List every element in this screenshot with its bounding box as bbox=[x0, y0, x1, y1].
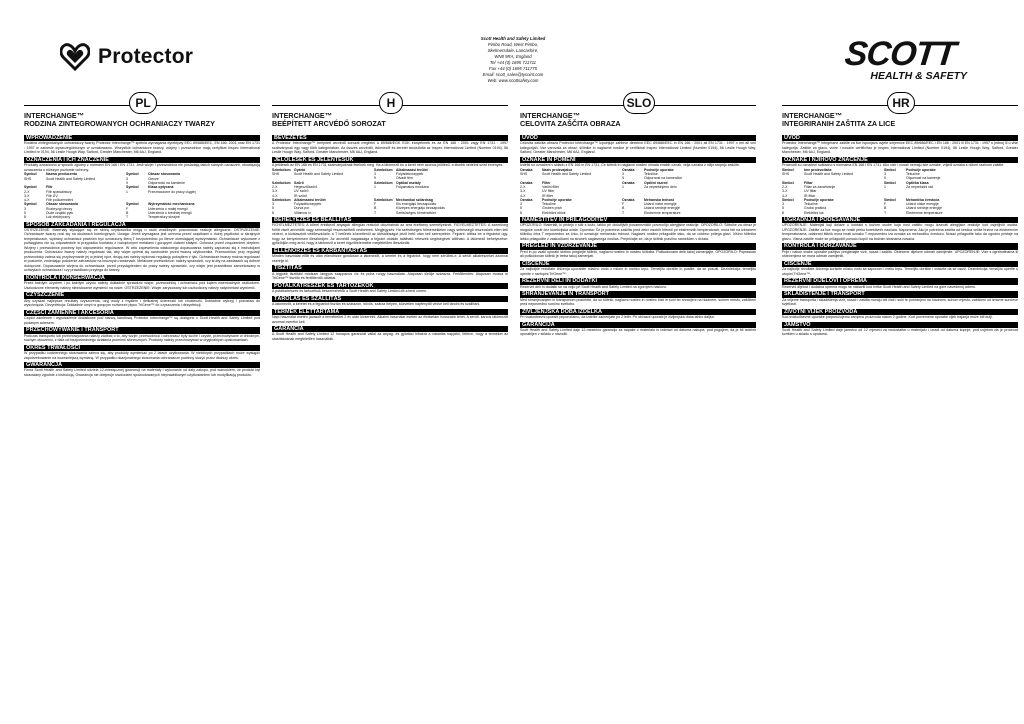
table-cell: Szimbólum bbox=[272, 180, 291, 185]
language-badge: SLO bbox=[623, 92, 655, 114]
table-cell: Uderzenia o małej energii bbox=[148, 206, 188, 211]
table-cell: Oznaka bbox=[520, 167, 533, 172]
table-cell: Scott Health and Safety Limited bbox=[804, 172, 854, 177]
section-heading: GWARANCJA bbox=[24, 362, 260, 368]
table-cell: Ime proizvođača bbox=[804, 167, 832, 172]
table-cell: T bbox=[622, 210, 625, 215]
section-text: Scott Health and Safety Limited daje jamstvo od 12 mjeseci za nedostatke u materijalu i izradi od datuma kupnje, pod uvjetom da je proizvod korišten u skladu s uputama. bbox=[782, 327, 1018, 337]
table-cell: Filtar za zavarivanje bbox=[804, 185, 836, 189]
language-badge: PL bbox=[129, 92, 157, 114]
table-cell: 9 bbox=[884, 176, 886, 181]
table-cell: Oznaka bbox=[622, 180, 635, 185]
table-cell: Za neprekinjeno delo bbox=[644, 185, 677, 189]
table-cell: Przeznaczone do pracy ciągłej bbox=[148, 189, 196, 194]
table-cell: 9 bbox=[374, 176, 376, 181]
table-cell: 2-X bbox=[520, 185, 526, 189]
section-heading: ČIŠĆENJE bbox=[782, 261, 1018, 267]
table-cell: 8 bbox=[520, 210, 522, 215]
section-heading: CZYSZCZENIE bbox=[24, 292, 260, 298]
table-cell: Optikai osztály bbox=[396, 180, 421, 185]
table-cell: B bbox=[126, 210, 129, 215]
table-cell: Obszar stosowania bbox=[148, 172, 180, 177]
scott-brand-text: SCOTT bbox=[843, 35, 958, 73]
section-text: Proizvodi su označeni sukladno s normama EN 166 i EN 1731. Ako vizir i nosač nemaju iste oznake, vrijedi oznaka s nižom razinom zaštite. bbox=[782, 163, 1005, 168]
table-cell: Scott Health and Safety Limited bbox=[46, 176, 96, 181]
section-text: Minden használat előtt és után ellenőrizze gondosan a látómezőt, a keretet és a fejpántot, hogy nem sérültek-e. A sérült alkatrészeket azonnal cserélje ki. bbox=[272, 254, 508, 263]
table-cell: 4-X bbox=[782, 193, 788, 198]
address-line: Pimbo Road, West Pimbo, bbox=[487, 42, 539, 47]
title-line-2: BEÉPÍTETT ARCVÉDŐ SOROZAT bbox=[272, 119, 386, 129]
table-cell: 1 bbox=[884, 185, 886, 189]
language-badge: H bbox=[379, 92, 403, 114]
column-body bbox=[24, 133, 260, 718]
table-cell: Područje uporabe bbox=[804, 197, 834, 202]
table-cell: Villamos ív bbox=[294, 210, 311, 215]
table-cell: Szűrő bbox=[294, 180, 304, 185]
table-cell: Oznaka bbox=[622, 197, 635, 202]
scott-logo bbox=[843, 35, 967, 84]
address-line: WN8 9RA, England bbox=[494, 54, 532, 59]
table-cell: Varilni filter bbox=[542, 185, 560, 189]
section-heading: TISZTÍTÁS bbox=[272, 265, 508, 271]
table-cell: Za neprekidni rad bbox=[906, 185, 934, 189]
address-line: Web: www.scottsafety.com bbox=[487, 78, 539, 83]
section-text: Rodzina zintegrowanych ochraniaczy twarzy Protector Interchange™ spełnia wymagania dyrektywy EEC 89/686/EEC, EN 166: 2001 oraz EN 1731 : 1997 w zakresie wyszczególnionym w oznakowaniu. Wszystkie ochraniacze twarzy, wizjery i przewodnice mają certyfikat Inspec International Limited nr 0194, 56 Leslie Hough Way, Salford, Greater Manchester, M6 6AJ, England. bbox=[24, 141, 260, 155]
table-cell: Filtr podczerwieni bbox=[46, 198, 74, 203]
title-line-2: CELOVITA ZAŠČITA OBRAZA bbox=[520, 119, 621, 129]
table-cell: 3 bbox=[24, 206, 26, 211]
address-company: Scott Health and Safety Limited bbox=[480, 36, 546, 41]
table-cell: 3 bbox=[272, 202, 274, 207]
language-column bbox=[520, 92, 756, 722]
section-heading: SHRANJEVANJE IN TRANSPORT bbox=[520, 291, 756, 297]
section-text: A Protector Interchange™ beépített arcvédő sorozat megfelel a 89/686/EGK EGK irányelvnek és az EN 166 : 2001 vagy EN 1731 : 1997 szabványnak egy vagy több kategóriában. Az összes arcvédőt, látómezőt és keretet tanúsította az Inspec International Limited (Number 0194), 56 Leslie Hough Way, Salford, Greater Manchester, M6 6AJ, England. bbox=[272, 141, 508, 155]
table-cell: Łuk elektryczny bbox=[46, 215, 71, 220]
column-title bbox=[782, 112, 1018, 128]
section-heading: PRZECHOWYWANIE I TRANSPORT bbox=[24, 327, 260, 333]
table-cell: F bbox=[622, 202, 625, 207]
table-cell: Filtr bbox=[46, 185, 53, 190]
address-line: Skelmersdale, Lancashire, bbox=[487, 48, 539, 53]
table-cell: 3-X bbox=[520, 189, 526, 194]
section-text: Napi használat esetén javasolt a termékeket 2 év után kicserélni. Alkalmi használat esetén az élettartam hosszabb lehet. A sérült, karcos látómezőt azonnal cserélni kell. bbox=[272, 315, 508, 324]
section-heading: NAMESTITEV IN PRILAGODITEV bbox=[520, 217, 756, 223]
table-cell: Mehanska trdnost bbox=[644, 197, 674, 202]
marking-table bbox=[272, 168, 508, 215]
section-text: OPOZORILO: Materiali, ki pridejo v stik s kožo, lahko pri občutljivih posameznikih povzročijo alergijske reakcije. OPOZORILO: Ščitnike za obraz je mogoče nositi čez korekcijska očala. Opomba: Če je potrebna zaščita pred delci visokih hitrosti pri ekstremnih temperaturah, mora biti na izbranem ščitniku črka T neposredno za črko, ki označuje mehansko trdnost. Naglavni nosilec prilagodite tako, da se udobno prilega glavi. Višino ščitnika lahko prilagodite z zaskočkami na straneh naglavnega nosilca. Prepričajte se, da je ščitnik pravilno nameščen v držala. bbox=[520, 223, 756, 241]
section-heading: JELÖLÉSEK ÉS JELENTÉSÜK bbox=[272, 157, 508, 163]
table-cell: SHS bbox=[272, 172, 280, 177]
section-text: A jelölések az EN 166 és EN 1731 szabványoknak felelnek meg. Ha a látómező és a keret nem azonos jelölésű, a kisebb védelmi szint érvényes. bbox=[272, 163, 504, 168]
section-heading: UVOD bbox=[782, 135, 1018, 141]
table-cell: 2-X bbox=[24, 189, 30, 194]
section-text: Protector Interchange™ integrirane zaštite za lice ispunjava uvjete smjernice EEC 89/686/EEC i EN 166 : 2001 ili EN 1731 : 1997 u jednoj ili u više kategorija. Zaštite za glavu, vizire i nosače certificirao je Inspec International Limited (Number 0194), 56 Leslie Hough Way, Salford, Greater Manchester, M6 6AJ, England. bbox=[782, 141, 1018, 155]
section-heading: UVOD bbox=[520, 135, 756, 141]
section-text: A legjobb tisztítási módszer langyos szappanos víz és puha rongy használata. Alaposan törölje szárazra. Fertőtlenítés: Alaposan mossa le TriGene™ tisztító és fertőtlenítő oldattal. bbox=[272, 271, 508, 281]
table-cell: Szélsőséges hőmérséklet bbox=[396, 210, 436, 215]
table-cell: Simbol bbox=[782, 197, 794, 202]
section-text: Aby uzyskać najlepsze rezultaty czyszczenia, użyj wody z mydłem i delikatnej ściereczki lub chusteczki. Dokładnie wytrzyj i pozostaw do wyschnięcia. Dezynfekcja: Dokładnie umyć w gorącym roztworze płynu TriGene™ do czyszczenia i dezynfekcji. bbox=[24, 298, 260, 308]
table-cell: F bbox=[884, 202, 887, 207]
table-cell: T bbox=[884, 210, 887, 215]
table-cell: Symbol bbox=[126, 185, 139, 190]
section-heading: OZNAKE IN POMENI bbox=[520, 157, 756, 163]
section-text: Pri vsakodnevni uporabi priporočamo, da izdelke zamenjate po 2 letih. Pri občasni uporabi je življenjska doba lahko daljša. bbox=[520, 315, 715, 320]
table-cell: Szimbólum bbox=[272, 197, 291, 202]
address-line: Email: scott_sales@tycoint.com bbox=[482, 72, 544, 77]
table-cell: Obszar stosowania bbox=[46, 202, 78, 207]
table-cell: 8 bbox=[272, 210, 274, 215]
table-cell: Szimbólum bbox=[374, 167, 393, 172]
table-cell: Udarci niske energije bbox=[906, 202, 939, 207]
section-text: Izdelki so označeni v skladu z EN 166 in EN 1731. Če ščitnik in naglavni nosilec nimata enakih oznak, velja oznaka z nižjo stopnjo zaščite. bbox=[520, 163, 740, 168]
section-heading: CZĘŚCI ZAMIENNE I AKCESORIA bbox=[24, 310, 260, 316]
table-cell: 1 bbox=[374, 185, 376, 189]
table-cell: Električni luk bbox=[804, 210, 824, 215]
table-cell: UV filtar bbox=[804, 189, 817, 194]
table-cell: 5 bbox=[782, 206, 784, 211]
column-title bbox=[272, 112, 508, 128]
section-text: Przed każdym użyciem i po każdym użyciu należy dokładnie sprawdzić wizjer, przewodnicę i ochraniacz pod kątem ewentualnych uszkodzeń. Uszkodzone elementy należy niezwłocznie wymienić na nowe. OSTRZEŻENIE: Wizjer zarysowany lub uszkodzony należy natychmiast wymienić. bbox=[24, 281, 260, 290]
table-cell: Temperatury skrajne bbox=[148, 215, 180, 220]
table-cell: 3 bbox=[884, 172, 886, 177]
table-cell: 1 bbox=[622, 185, 624, 189]
table-cell: Ekstremne temperature bbox=[906, 210, 943, 215]
section-text: Za vrijeme transporta i skladištenja vizir, nosač i zaštita moraju biti čisti i suhi te pohranjeni na hladnom, suhom mjestu, zaštićeni od izravne sunčeve svjetlosti. bbox=[782, 297, 1018, 307]
section-text: Celovita zaščita obraza Protector Interchange™ izpolnjuje zahteve direktive EEC 89/686/EEC in EN 166 : 2001 ali EN 1731 : 1997 v eni ali več kategorijah. Vse varovala za obraz, ščitnike in naglavne nosilce je certificiral Inspec International Limited (Number 0194), 56 Leslie Hough Way, Salford, Greater Manchester, M6 6AJ, England. bbox=[520, 141, 756, 155]
section-heading: KONTROLA I ODRŽAVANJE bbox=[782, 243, 1018, 249]
section-heading: REZERVNI DELI IN DODATKI bbox=[520, 278, 756, 284]
table-cell: Közepes energiájú becsapódás bbox=[396, 206, 445, 211]
table-cell: Mechanikai szilárdság bbox=[396, 197, 433, 202]
protector-heart-icon bbox=[60, 43, 90, 71]
table-cell: 8 bbox=[24, 215, 26, 220]
section-heading: KONTROLA I KONSERWACJA bbox=[24, 275, 260, 281]
table-cell: 5 bbox=[520, 206, 522, 211]
table-cell: 3-X bbox=[24, 193, 30, 198]
column-title bbox=[520, 112, 756, 128]
table-cell: IR filtar bbox=[804, 193, 816, 198]
table-cell: Folyamatos munkára bbox=[396, 185, 429, 189]
table-cell: 3 bbox=[622, 172, 624, 177]
marking-table bbox=[520, 168, 756, 215]
table-cell: Folyadékcseppek bbox=[396, 172, 424, 177]
table-cell: 3 bbox=[520, 202, 522, 207]
page-header bbox=[0, 0, 1024, 86]
table-cell: 5 bbox=[24, 210, 26, 215]
table-cell: 9 bbox=[622, 176, 624, 181]
table-cell: Gyártó bbox=[294, 167, 306, 172]
table-cell: Klasa optyczna bbox=[148, 185, 174, 190]
section-heading: SPOSÓB ZAKŁADANIA I REGULACJA bbox=[24, 222, 260, 228]
section-heading: JAMSTVO bbox=[782, 322, 1018, 328]
table-cell: 3-X bbox=[272, 189, 278, 194]
table-cell: 8 bbox=[782, 210, 784, 215]
table-cell: IR filter bbox=[542, 193, 554, 198]
column-body bbox=[272, 133, 508, 718]
table-cell: Olvadt fém bbox=[396, 176, 413, 181]
column-title bbox=[24, 112, 260, 128]
section-heading: BEVEZETÉS bbox=[272, 135, 508, 141]
table-cell: Alkalmazási terület bbox=[396, 167, 428, 172]
table-cell: Tekućine bbox=[804, 202, 818, 207]
table-cell: Tekočine bbox=[542, 202, 556, 207]
section-heading: ŽIVLJENJSKA DOBA IZDELKA bbox=[520, 309, 756, 315]
table-cell: 2-X bbox=[782, 185, 788, 189]
table-cell: Durva por bbox=[294, 206, 310, 211]
section-text: OSTRZEŻENIE: Materiały stykające się ze skórą użytkownika mogą u osób wrażliwych powodować reakcje alergiczne. OSTRZEŻENIE: Ochraniacze twarzy nosi się na okularach korekcyjnych. Uwaga: Jeżeli wymagana jest ochrona przed cząstkami o dużej prędkości w skrajnych temperaturach, wybrany ochraniacz powinien być oznaczony literą T bezpośrednio po literze określającej wytrzymałość. Ochraniacze wykonane z poliwęglanu nie są odpowiednie w przypadku kontaktu z roztopionymi metalami i gorącymi ciałami stałymi. Ochrona przed zmęczeniem ciepłem: Wizjery i przewodnice powinny być odpowiednio regulowane. W celu zapewnienia właściwego dopasowania należy zapoznać się z instrukcjami producenta. Ochraniacz twarzy należy regulować tak, aby wizjer opierał się swobodnie przed twarzą użytkownika. Przewodnica: przy regulacji przewodnicy zaleca się przytrzymanie jej w jednej ręce, drugą zaś należy wykonać regulację pokrętłem z tyłu. Ochraniacze twarzy można regulować w poziomie, zmieniając położenie zatrzasków na bocznych ramionach. Metalowe przewodnice: należy sprawdzić, czy śruby na zawiasach są dobrze dokręcone. Dopasowanie wizjera do ochraniacza: przed przystąpieniem do pracy należy sprawdzić, czy wizjer jest prawidłowo zamontowany w uchwytach ochraniacza i czy prawidłowo przylega do twarzy. bbox=[24, 227, 260, 273]
table-cell: Simbol bbox=[884, 180, 896, 185]
section-heading: WPROWADZENIE bbox=[24, 135, 260, 141]
table-cell: Područje uporabe bbox=[906, 167, 936, 172]
table-cell: 3 bbox=[374, 172, 376, 177]
table-cell: 4-X bbox=[272, 193, 278, 198]
table-cell: Kis energiájú becsapódás bbox=[396, 202, 437, 207]
section-heading: OZNACZENIA I ICH ZNACZENIE bbox=[24, 157, 260, 163]
table-cell: SHS bbox=[24, 176, 32, 181]
section-heading: PÓTALKATRÉSZEK ÉS TARTOZÉKOK bbox=[272, 283, 508, 289]
marking-table bbox=[782, 168, 1018, 215]
table-cell: Szimbólum bbox=[374, 197, 393, 202]
section-heading: TÁROLÁS ÉS SZÁLLÍTÁS bbox=[272, 296, 508, 302]
table-cell: Otpornost na kamenje bbox=[906, 176, 941, 181]
protector-logo bbox=[60, 42, 193, 72]
table-cell: UV szűrő bbox=[294, 189, 309, 194]
table-cell: Symbol bbox=[126, 202, 139, 207]
company-address bbox=[448, 36, 578, 84]
table-cell: 1 bbox=[126, 189, 128, 194]
section-text: Scott Health and Safety Limited daje 12-mesečno garancijo za napake v materialu in izdelavi od datuma nakupa, pod pogojem, da je bil izdelek uporabljen v skladu z navodili. bbox=[520, 327, 756, 337]
table-cell: Rozbryzgi cieczy bbox=[46, 206, 73, 211]
table-cell: Duże cząstki pyłu bbox=[46, 210, 74, 215]
table-cell: Oznaka bbox=[520, 197, 533, 202]
table-cell: IR szűrő bbox=[294, 193, 308, 198]
table-cell: Električni oblok bbox=[542, 210, 566, 215]
section-text: A pótalkatrészek és tartozékok beszerezhetők a Scott Health and Safety Limited-től a fenti címen. bbox=[272, 289, 428, 294]
section-text: A Scott Health and Safety Limited 12 hónapos garanciát vállal az anyag- és gyártási hibákra a vásárlás napjától, feltéve, hogy a terméket az utasításoknak megfelelően használták. bbox=[272, 332, 508, 341]
table-cell: Alkalmazási terület bbox=[294, 197, 326, 202]
table-cell: F bbox=[374, 202, 377, 207]
table-cell: 3 bbox=[782, 202, 784, 207]
table-cell: 3 bbox=[126, 176, 128, 181]
address-line: Fax +44 (0) 1695 711775 bbox=[488, 66, 538, 71]
language-column bbox=[782, 92, 1018, 722]
table-cell: Filter bbox=[542, 180, 551, 185]
title-line-2: RODZINA ZINTEGROWANYCH OCHRANIACZY TWARZY bbox=[24, 119, 215, 129]
table-cell: B bbox=[374, 206, 377, 211]
table-cell: T bbox=[374, 210, 377, 215]
column-body bbox=[520, 133, 756, 718]
table-cell: F bbox=[126, 206, 129, 211]
section-text: Med shranjevanjem in transportom poskrbite, da so ščitnik, naglavni nosilec in nosilec čisti in suhi ter shranjeni na hladnem, suhem mestu, zaščiteni pred neposredno sončno svetlobo. bbox=[520, 297, 756, 307]
address-line: Tel +44 (0) 1695 711711 bbox=[489, 60, 537, 65]
table-cell: Wytrzymałość mechaniczna bbox=[148, 202, 195, 207]
section-text: Części zamienne i wyposażenie dodatkowe pod nazwą handlową Protector Interchange™ są dostępne u Scott Health and Safety Limited pod podanym adresem. bbox=[24, 316, 260, 325]
table-cell: 4-X bbox=[520, 193, 526, 198]
health-safety-text: HEALTH & SAFETY bbox=[870, 70, 967, 82]
table-cell: 3-X bbox=[782, 189, 788, 194]
language-columns bbox=[0, 92, 1024, 722]
table-cell: Optička klasa bbox=[906, 180, 929, 185]
table-cell: UV filter bbox=[542, 189, 555, 194]
table-cell: Simbol bbox=[782, 180, 794, 185]
section-heading: PREGLED IN VZDRŽEVANJE bbox=[520, 243, 756, 249]
table-cell: 5 bbox=[272, 206, 274, 211]
section-heading: OZNAKE I NJIHOVO ZNAČENJE bbox=[782, 157, 1018, 163]
section-heading: OKRES TRWAŁOŚCI bbox=[24, 345, 260, 351]
table-cell: 9 bbox=[126, 180, 128, 185]
section-text: Firma Scott Health and Safety Limited udziela 12-miesięcznej gwarancji na materiały i wykonanie od daty zakupu, pod warunkiem, że produkt był stosowany zgodnie z instrukcją. Gwarancja nie obejmuje uszkodzeń spowodowanych nieprawidłowym użytkowaniem lub modyfikacją produktu. bbox=[24, 368, 260, 377]
section-text: Podczas transportu lub przechowywania należy zadbać o to, aby wizjer, przewodnica i ochraniacz były suche i czyste, przechowywane w chłodnym, suchym otoczeniu, z dala od bezpośredniego działania promieni słonecznych. Produkty należy przechowywać w oryginalnych opakowaniach. bbox=[24, 333, 260, 343]
table-cell: Odpornost na kamenčke bbox=[644, 176, 683, 181]
table-cell: B bbox=[884, 206, 887, 211]
table-cell: SHS bbox=[782, 172, 790, 177]
section-text: Za najbolje rezultate čišćenja koristite mlaku vodu sa sapunom i meku krpu. Temeljito obrišite i ostavite da se osuši. Dezinfekcija: temeljito operite u otopini TriGene™. bbox=[782, 267, 1018, 276]
section-text: UPOZORENJE: Materijali koji dolaze u kontakt s kožom osobe koja nosi zaštitu mogu izazvati alergijske reakcije kod osjetljivih osoba. UPOZORENJE: Zaštite za lice mogu se nositi preko korektivnih naočala. Napomena: Ako je potrebna zaštita od čestica velike brzine na ekstremnim temperaturama, odabrani štitnik mora imati oznaku T neposredno iza oznake za mehaničku čvrstoću. Nosač prilagodite tako da ugodno pristaje na glavu. Visina zaštite može se prilagoditi pomoću kopči na bočnim stranama nosača. bbox=[782, 223, 1018, 241]
table-cell: Ekstremne temperature bbox=[644, 210, 681, 215]
language-column bbox=[272, 92, 508, 722]
table-cell: T bbox=[126, 215, 129, 220]
protector-brand-text: Protector bbox=[98, 45, 194, 68]
table-cell: Scott Health and Safety Limited bbox=[294, 172, 344, 177]
table-cell: Udarci nizke energije bbox=[644, 202, 677, 207]
section-heading: TERMÉK ÉLETTARTAMA bbox=[272, 309, 508, 315]
section-text: Rezervni deli in dodatki so na voljo pri Scott Health and Safety Limited na zgornjem naslovu. bbox=[520, 284, 667, 289]
table-cell: Simbol bbox=[884, 197, 896, 202]
table-cell: Folyadékcseppek bbox=[294, 202, 322, 207]
table-cell: SHS bbox=[520, 172, 528, 177]
table-cell: Symbol bbox=[24, 185, 37, 190]
language-column bbox=[24, 92, 260, 722]
table-cell: Filtar bbox=[804, 180, 813, 185]
table-cell: Oznaka bbox=[520, 180, 533, 185]
section-text: A látómezőt, a keretet és a fejpántot tisztán és szárazon, hűvös, száraz helyen, közvetlen napfénytől védve kell tárolni és szállítani. bbox=[272, 302, 481, 307]
section-text: FIGYELMEZTETÉS: A bőrrel érintkező anyagok allergiás reakciót okozhatnak az arra érzékeny személyeknél. FIGYELMEZTETÉS: A szemüveg fölött viselt arcvédők nagy sebességű részecskéktől védhetnek. Megjegyzés: Ha szélsőséges hőmérsékleten nagy sebességű részecskék ellen kell védeni, a kiválasztott védőeszközön a T betűnek közvetlenül az ütésállóságot jelző betű után kell szerepelnie. Fejpánt: állítsa be a fejpántot úgy, hogy az kényelmesen illeszkedjen. Az arcvédő magassága a fejpánt oldalán található reteszek segítségével állítható. A látómező behelyezése: győződjön meg arról, hogy a látómező a keret rögzítőelemeibe megfelelően illeszkedik. bbox=[272, 223, 508, 246]
table-cell: Simbol bbox=[782, 167, 794, 172]
language-badge: HR bbox=[887, 92, 915, 114]
table-cell: B bbox=[622, 206, 625, 211]
table-cell: Szimbólum bbox=[272, 167, 291, 172]
table-cell: Nazwa producenta bbox=[46, 172, 77, 177]
table-cell: Tekočine bbox=[644, 172, 658, 177]
section-text: Za najboljše rezultate čiščenja uporabite mlačno vodo z milom in mehko krpo. Temeljito obrišite in pustite, da se posuši. Dezinfekcija: temeljito operite v raztopini TriGene™. bbox=[520, 267, 756, 276]
title-line-1: INTERCHANGE™ bbox=[24, 111, 84, 120]
section-text: Kod svakodnevne uporabe preporučujemo zamjenu proizvoda nakon 2 godine. Kod povremene uporabe vijek trajanja može biti dulji. bbox=[782, 315, 993, 320]
table-cell: Groben prah bbox=[542, 206, 562, 211]
section-heading: ČIŠČENJE bbox=[520, 261, 756, 267]
table-cell: Gruba prašina bbox=[804, 206, 827, 211]
table-cell: Področje uporabe bbox=[542, 197, 572, 202]
column-body bbox=[782, 133, 1018, 718]
table-cell: Filtr UV bbox=[46, 193, 58, 198]
table-cell: Udarci srednje energije bbox=[906, 206, 942, 211]
section-text: Rezervni dijelovi i dodatna oprema mogu se nabaviti kod tvrtke Scott Health and Safety Limited na gore navedenoj adresi. bbox=[782, 284, 976, 289]
table-cell: Symbol bbox=[126, 172, 139, 177]
title-line-1: INTERCHANGE™ bbox=[782, 111, 842, 120]
table-cell: Tekućine bbox=[906, 172, 920, 177]
table-cell: Symbol bbox=[24, 202, 37, 207]
table-cell: Scott Health and Safety Limited bbox=[542, 172, 592, 177]
section-heading: ŽIVOTNI VIJEK PROIZVODA bbox=[782, 309, 1018, 315]
table-cell: 2-X bbox=[272, 185, 278, 189]
title-line-2: INTEGRIRANIH ZAŠTITA ZA LICE bbox=[782, 119, 896, 129]
section-heading: BEHELYEZÉS ÉS BEÁLLÍTÁS bbox=[272, 217, 508, 223]
title-line-1: INTERCHANGE™ bbox=[520, 111, 580, 120]
table-cell: Filtr spawalniczy bbox=[46, 189, 72, 194]
section-text: W przypadku codziennego stosowania zaleca się, aby produkty wymieniać po 2 latach użytkowania. W niektórych przypadkach może wystąpić zapotrzebowanie na wcześniejszą wymianę. W przypadku okazjonalnego stosowania ochraniacze powinny służyć przez dłuższy okres. bbox=[24, 351, 260, 360]
table-cell: Oznaka bbox=[622, 167, 635, 172]
table-cell: Odporność na kamienie bbox=[148, 180, 185, 185]
table-cell: Ciecze bbox=[148, 176, 159, 181]
table-cell: Optični razred bbox=[644, 180, 668, 185]
marking-table bbox=[24, 172, 260, 219]
table-cell: Hegesztőszűrő bbox=[294, 185, 318, 189]
table-cell: Simbol bbox=[884, 167, 896, 172]
section-text: Produkty oznaczono w sposób zgodny z normami EN 166 i EN 1731. Jeśli wizjer i przewodnica nie posiadają takich samych oznaczeń, obowiązują oznaczenia o niższym poziomie ochrony. bbox=[24, 163, 260, 172]
section-text: Prije i nakon svake uporabe pažljivo pregledajte vizir, nosač i zaštitu. Oštećene dijelove odmah zamijenite. UPOZORENJE: Vizir s ogrebotinama ili oštećenjima se mora odmah zamijeniti. bbox=[782, 249, 1018, 259]
section-heading: ELLENŐRZÉS ÉS KARBANTARTÁS bbox=[272, 248, 508, 254]
table-cell: 4-X bbox=[24, 198, 30, 203]
table-cell: Področje uporabe bbox=[644, 167, 674, 172]
table-cell: Uderzenia o średniej energii bbox=[148, 210, 192, 215]
table-cell: Udarci srednje energije bbox=[644, 206, 680, 211]
section-text: Pred in po vsaki uporabi skrbno preglejte ščitnik, naglavni nosilec in nosilec ščitnika. Poškodovane dele takoj zamenjajte. OPOZORILO: Popraskan ali poškodovan ščitnik je treba takoj zamenjati. bbox=[520, 249, 756, 259]
title-line-1: INTERCHANGE™ bbox=[272, 111, 332, 120]
table-cell: Mehanička čvrstoća bbox=[906, 197, 940, 202]
section-heading: GARANCIA bbox=[272, 326, 508, 332]
table-cell: Szimbólum bbox=[374, 180, 393, 185]
section-heading: SKLADIŠTENJE I TRANSPORT bbox=[782, 291, 1018, 297]
section-heading: REZERVNI DIJELOVI I OPREMA bbox=[782, 278, 1018, 284]
table-cell: Naziv proizvajalca bbox=[542, 167, 573, 172]
table-cell: Symbol bbox=[24, 172, 37, 177]
section-heading: UGRADNJA I PODEŠAVANJE bbox=[782, 217, 1018, 223]
section-heading: GARANCIJA bbox=[520, 322, 756, 328]
